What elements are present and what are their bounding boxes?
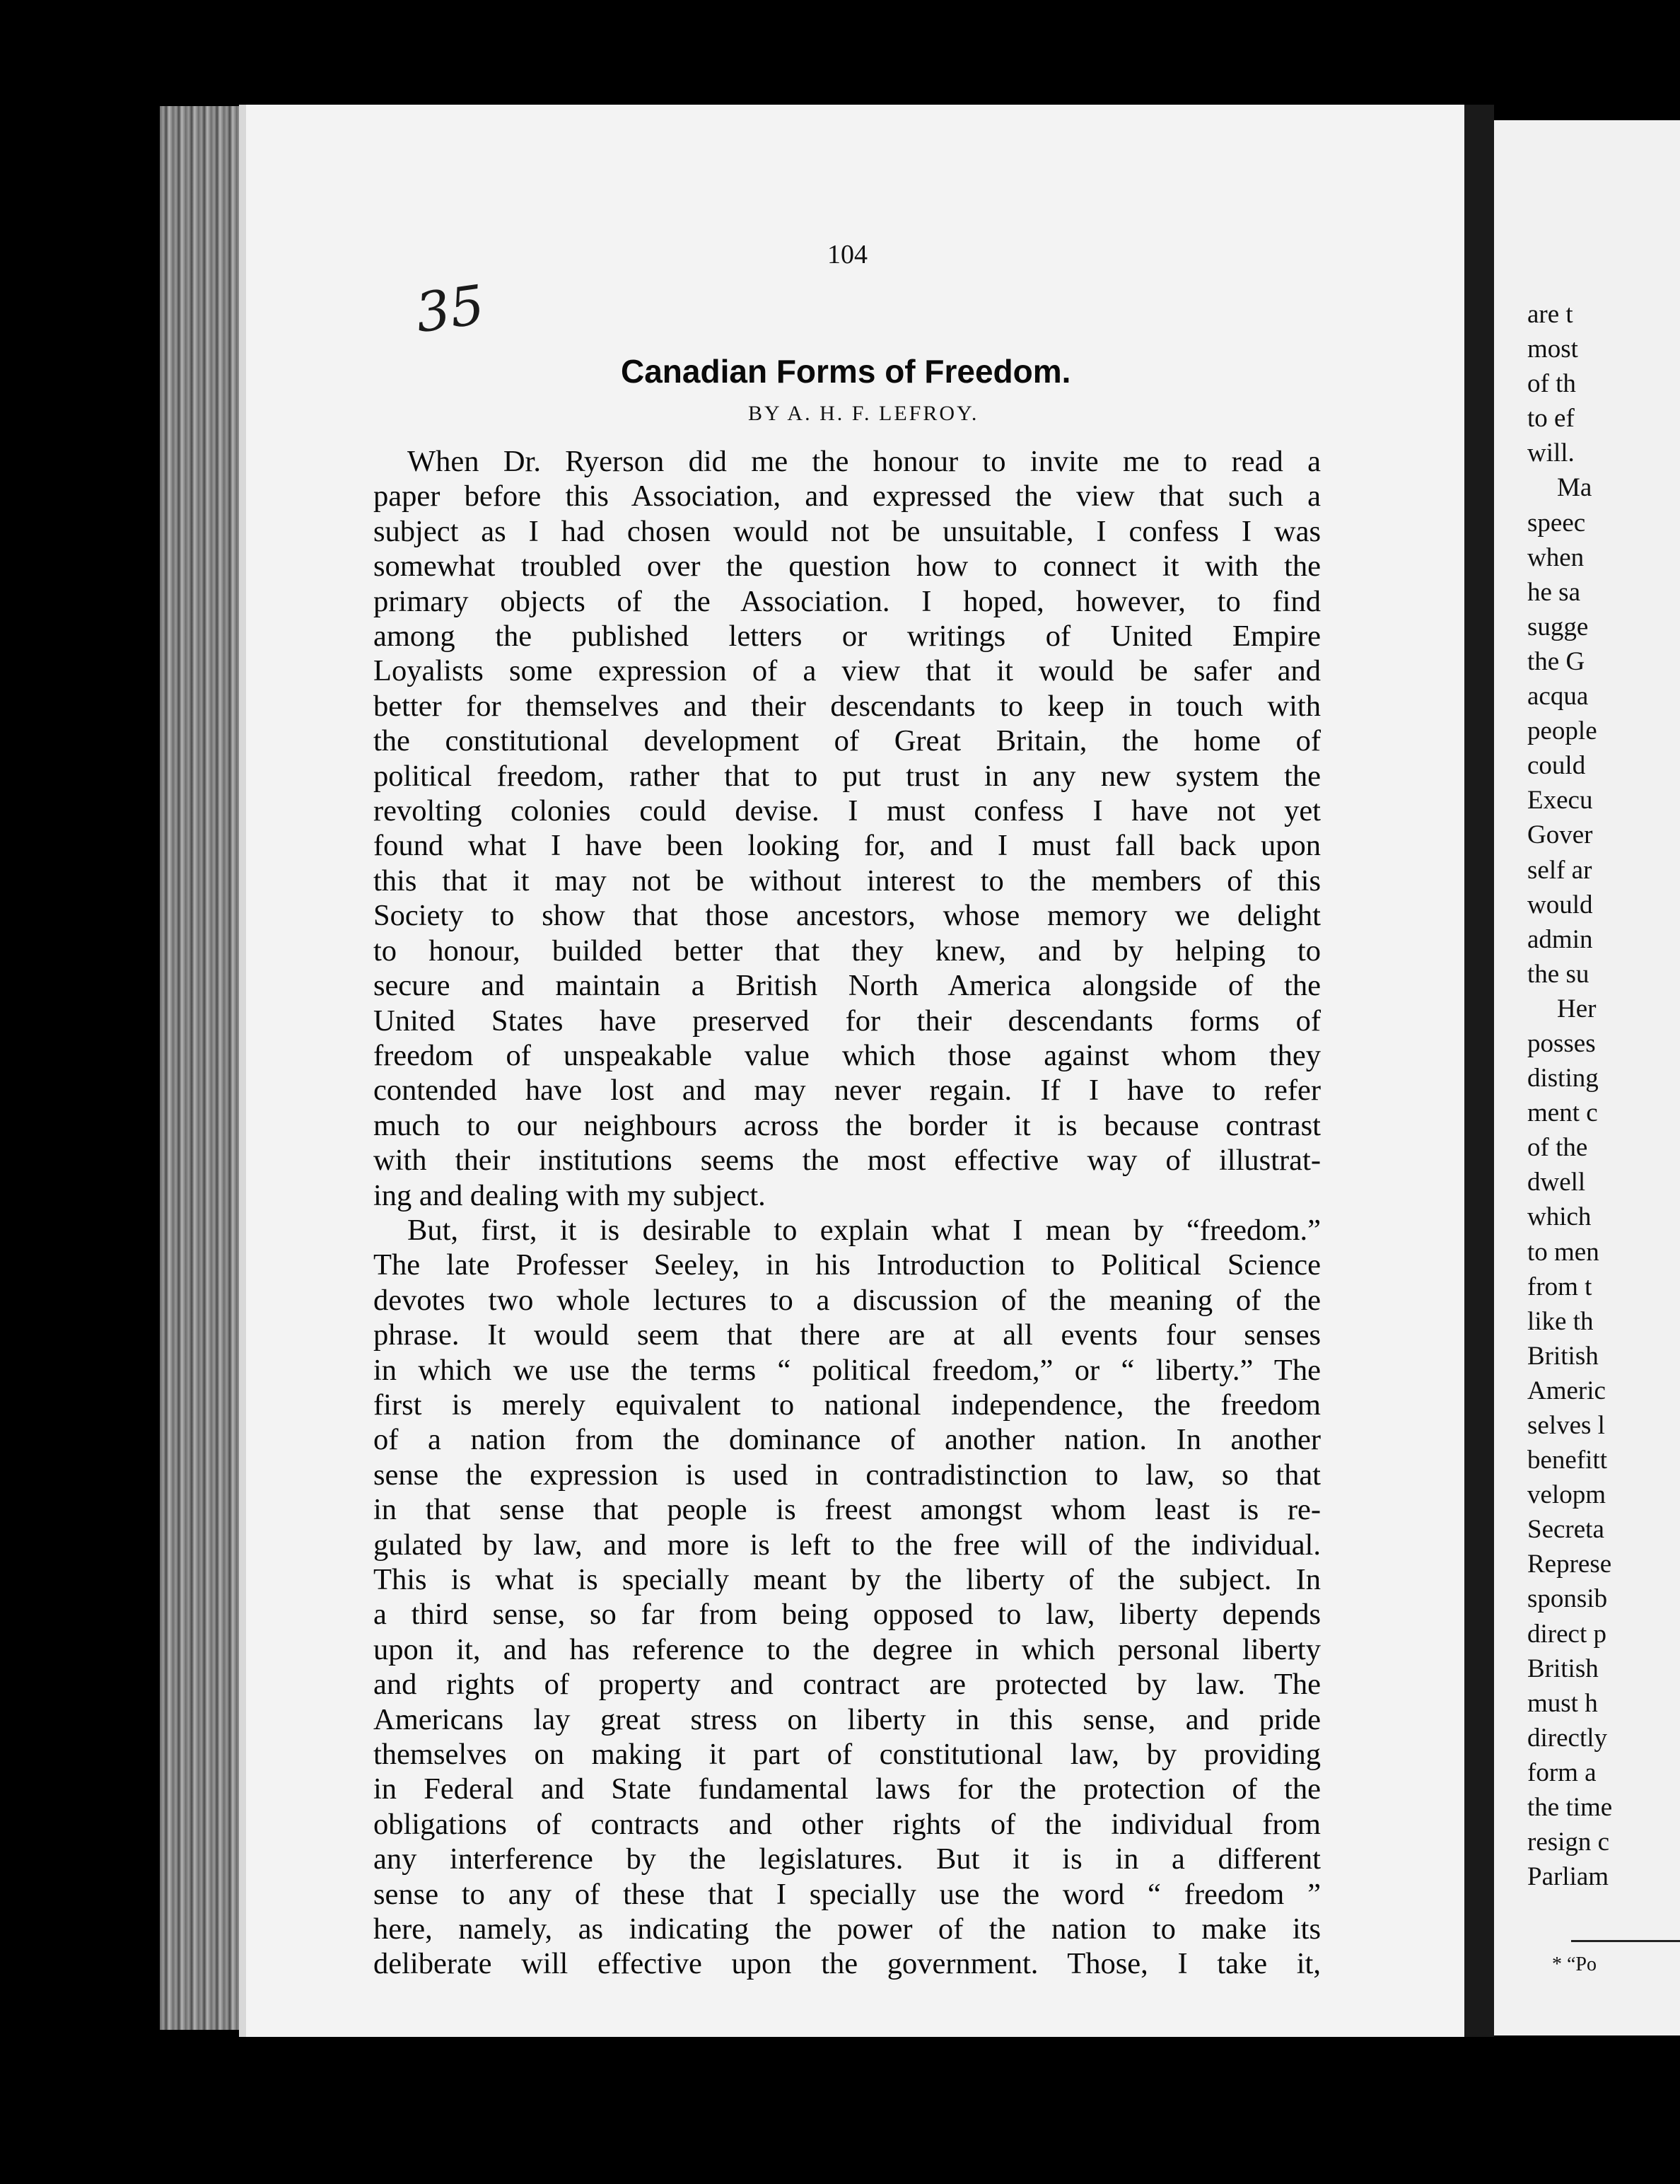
text-line: obligations of contracts and other rights of the individual from: [373, 1807, 1321, 1841]
text-line: ing and dealing with my subject.: [373, 1178, 766, 1212]
text-line: much to our neighbours across the border it is because contrast: [373, 1108, 1321, 1142]
facing-text-line: selves l: [1527, 1411, 1605, 1440]
article-body: [373, 444, 1321, 1982]
text-line: But, first, it is desirable to explain what I mean by “freedom.”: [407, 1213, 1321, 1247]
facing-text-line: resign c: [1527, 1828, 1610, 1857]
facing-text-line: velopm: [1527, 1480, 1606, 1510]
facing-text-line: of th: [1527, 369, 1576, 399]
facing-text-line: will.: [1527, 438, 1575, 468]
facing-text-line: when: [1527, 542, 1585, 572]
author-byline: BY A. H. F. LEFROY.: [748, 402, 979, 425]
facing-page-text: [1527, 297, 1680, 1894]
facing-text-line: sugge: [1527, 612, 1589, 641]
text-line: in that sense that people is freest amongst whom least is re-: [373, 1493, 1321, 1527]
text-line: This is what is specially meant by the liberty of the subject. In: [373, 1563, 1321, 1596]
facing-text-line: Ma: [1557, 473, 1592, 503]
facing-text-line: Gover: [1527, 820, 1593, 850]
facing-text-line: the time: [1527, 1793, 1613, 1823]
text-line: a third sense, so far from being opposed to law, liberty depends: [373, 1598, 1321, 1632]
text-line: in which we use the terms “ political freedom,” or “ liberty.” The: [373, 1353, 1321, 1387]
page-number: 104: [827, 240, 868, 269]
text-line: secure and maintain a British North America alongside of the: [373, 969, 1321, 1003]
text-line: Society to show that those ancestors, whose memory we delight: [373, 899, 1321, 933]
facing-text-line: Secreta: [1527, 1515, 1604, 1545]
text-line: and rights of property and contract are protected by law. The: [373, 1668, 1321, 1702]
facing-text-line: dwell: [1527, 1168, 1586, 1197]
facing-text-line: must h: [1527, 1688, 1598, 1718]
text-line: political freedom, rather that to put trust in any new system the: [373, 759, 1321, 793]
facing-text-line: form a: [1527, 1758, 1597, 1787]
facing-text-line: speec: [1527, 508, 1586, 538]
facing-text-line: are t: [1527, 300, 1573, 329]
text-line: to honour, builded better that they knew, and by helping to: [373, 934, 1321, 968]
article-title: Canadian Forms of Freedom.: [621, 353, 1071, 390]
facing-text-line: the su: [1527, 959, 1589, 989]
facing-text-line: he sa: [1527, 577, 1580, 607]
text-line: When Dr. Ryerson did me the honour to invite me to read a: [407, 445, 1321, 478]
text-line: subject as I had chosen would not be unsuitable, I confess I was: [373, 514, 1321, 548]
text-line: primary objects of the Association. I hoped, however, to find: [373, 584, 1321, 618]
facing-text-line: which: [1527, 1202, 1592, 1232]
facing-text-line: Parliam: [1527, 1862, 1609, 1892]
facing-text-line: sponsib: [1527, 1584, 1608, 1614]
facing-text-line: Execu: [1527, 786, 1593, 815]
facing-text-line: Her: [1557, 994, 1597, 1023]
facing-text-line: admin: [1527, 924, 1593, 954]
text-line: among the published letters or writings of United Empire: [373, 620, 1321, 654]
facing-text-line: directly: [1527, 1723, 1608, 1753]
facing-text-line: to ef: [1527, 404, 1575, 434]
text-line: here, namely, as indicating the power of the nation to make its: [373, 1912, 1321, 1946]
facing-text-line: Represe: [1527, 1550, 1612, 1579]
footnote-rule: [1571, 1940, 1680, 1942]
facing-text-line: self ar: [1527, 855, 1592, 885]
text-line: in Federal and State fundamental laws for the protection of the: [373, 1772, 1321, 1806]
facing-text-line: would: [1527, 890, 1593, 919]
text-line: paper before this Association, and expressed the view that such a: [373, 480, 1321, 513]
text-line: sense to any of these that I specially use the word “ freedom ”: [373, 1877, 1321, 1911]
facing-text-line: British: [1527, 1654, 1599, 1683]
text-line: themselves on making it part of constitutional law, by providing: [373, 1738, 1321, 1772]
text-line: revolting colonies could devise. I must confess I have not yet: [373, 794, 1321, 828]
text-line: of a nation from the dominance of another nation. In another: [373, 1423, 1321, 1457]
text-line: sense the expression is used in contradistinction to law, so that: [373, 1458, 1321, 1492]
facing-text-line: direct p: [1527, 1619, 1606, 1649]
text-line: found what I have been looking for, and I must fall back upon: [373, 829, 1321, 863]
facing-text-line: could: [1527, 751, 1586, 781]
facing-footnote: * “Po: [1552, 1953, 1597, 1975]
text-line: devotes two whole lectures to a discussion of the meaning of the: [373, 1283, 1321, 1317]
facing-text-line: posses: [1527, 1028, 1596, 1058]
facing-text-line: people: [1527, 716, 1597, 746]
text-line: United States have preserved for their descendants forms of: [373, 1004, 1321, 1038]
text-line: this that it may not be without interest to the members of this: [373, 864, 1321, 898]
facing-text-line: Americ: [1527, 1376, 1606, 1405]
handwritten-annotation: 35: [412, 272, 489, 345]
text-line: phrase. It would seem that there are at all events four senses: [373, 1318, 1321, 1352]
book-spine-edge: [160, 106, 245, 2030]
book-gutter: [1464, 105, 1494, 2037]
text-line: freedom of unspeakable value which those against whom they: [373, 1038, 1321, 1072]
text-line: deliberate will effective upon the government. Those, I take it,: [373, 1947, 1321, 1981]
facing-text-line: to men: [1527, 1237, 1599, 1267]
text-line: Americans lay great stress on liberty in this sense, and pride: [373, 1702, 1321, 1736]
facing-text-line: most: [1527, 335, 1578, 364]
facing-text-line: acqua: [1527, 682, 1589, 711]
text-line: the constitutional development of Great Britain, the home of: [373, 724, 1321, 758]
facing-text-line: benefitt: [1527, 1446, 1608, 1475]
text-line: somewhat troubled over the question how to connect it with the: [373, 550, 1321, 583]
text-line: first is merely equivalent to national independence, the freedom: [373, 1388, 1321, 1422]
facing-text-line: disting: [1527, 1064, 1599, 1093]
facing-text-line: British: [1527, 1341, 1599, 1371]
text-line: contended have lost and may never regain. If I have to refer: [373, 1074, 1321, 1108]
text-line: any interference by the legislatures. But it is in a different: [373, 1842, 1321, 1876]
text-line: with their institutions seems the most effective way of illustrat-: [373, 1144, 1321, 1178]
text-line: upon it, and has reference to the degree in which personal liberty: [373, 1632, 1321, 1666]
text-line: Loyalists some expression of a view that it would be safer and: [373, 654, 1321, 688]
text-line: better for themselves and their descendants to keep in touch with: [373, 689, 1321, 723]
text-line: gulated by law, and more is left to the free will of the individual.: [373, 1528, 1321, 1562]
text-line: The late Professer Seeley, in his Introduction to Political Science: [373, 1248, 1321, 1282]
facing-text-line: from t: [1527, 1272, 1592, 1301]
facing-text-line: ment c: [1527, 1098, 1598, 1128]
facing-text-line: of the: [1527, 1133, 1588, 1163]
facing-text-line: the G: [1527, 646, 1585, 676]
facing-text-line: like th: [1527, 1306, 1594, 1336]
